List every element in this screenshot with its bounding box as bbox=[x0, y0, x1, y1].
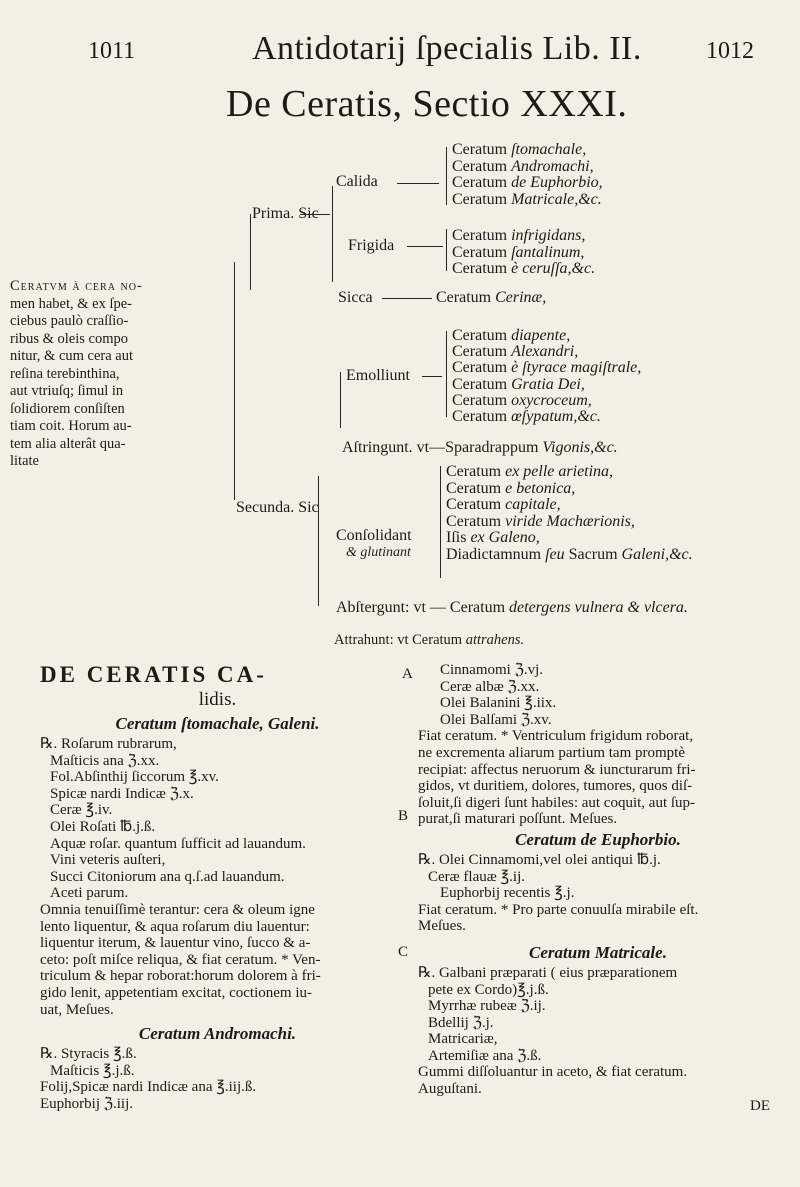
margin-letter-b: B bbox=[398, 808, 409, 824]
text-line: Meſues. bbox=[418, 918, 466, 935]
intro-line: reſina terebinthina, bbox=[10, 365, 120, 382]
intro-paragraph bbox=[10, 278, 232, 471]
secunda-label: Secunda. Sic bbox=[236, 499, 319, 516]
tree-item bbox=[452, 360, 641, 376]
tree-item-italic: ex pelle arietina, bbox=[505, 463, 614, 480]
tree-item bbox=[446, 530, 540, 546]
frigida-items-brace bbox=[446, 229, 447, 271]
prima-brace bbox=[250, 214, 251, 290]
text-line: Olei Balanini ℥.iix. bbox=[440, 695, 557, 712]
tree-item-prefix: Ceratum bbox=[446, 496, 506, 514]
text-line: Cinnamomi ℨ.vj. bbox=[440, 662, 543, 678]
page-number-left: 1011 bbox=[88, 38, 136, 64]
text-line: uat, Meſues. bbox=[40, 1001, 114, 1018]
tree-item-prefix: Ceratum bbox=[452, 359, 512, 377]
attrahunt-line: Attrahunt: vt Ceratum attrahens. bbox=[334, 632, 525, 648]
emolliunt-items-brace bbox=[446, 331, 447, 417]
tree-item-italic: diapente, bbox=[511, 327, 571, 344]
connector-line bbox=[407, 246, 443, 247]
tree-item bbox=[452, 377, 585, 393]
text-line: Olei Roſati ℔.j.ß. bbox=[50, 818, 156, 835]
chapter-heading-continued: lidis. bbox=[198, 689, 237, 710]
text-line: Artemiſiæ ana ℨ.ß. bbox=[428, 1047, 542, 1064]
text-line: Auguſtani. bbox=[418, 1081, 482, 1098]
tree-item bbox=[446, 547, 693, 563]
intro-line: ciebus paulò craſſio- bbox=[10, 313, 129, 329]
recipe-body bbox=[40, 1046, 395, 1112]
tree-item-italic: viride Machærionis, bbox=[505, 512, 635, 530]
tree-item-prefix: Ceratum bbox=[446, 512, 506, 530]
recipe-title-euphorbio: Ceratum de Euphorbio. bbox=[515, 829, 681, 849]
intro-line: aut vtriuſq; ſimul in bbox=[10, 383, 124, 399]
intro-line: ſolidiorem conſiſten bbox=[10, 400, 125, 417]
text-line: Bdellij ℨ.j. bbox=[428, 1014, 494, 1031]
text-line: Aceti parum. bbox=[50, 885, 129, 902]
tree-item-prefix: Ceratum bbox=[452, 227, 512, 244]
tree-item bbox=[446, 514, 635, 530]
tree-item-italic: Matricale,&c. bbox=[511, 190, 602, 208]
text-line: Vini veteris auſteri, bbox=[50, 852, 166, 869]
text-line: Fiat ceratum. * Pro parte conuulſa mirabile eſt. bbox=[418, 901, 699, 918]
tree-item-italic: è ceruſſa,&c. bbox=[511, 260, 596, 277]
tree-item-italic: Alexandri, bbox=[511, 343, 579, 361]
recipe-body bbox=[418, 965, 778, 1098]
text-line: lento liquentur, & aqua roſarum diu lauentur: bbox=[40, 918, 310, 935]
recipe-body bbox=[418, 662, 778, 828]
text-line: pete ex Cordo)℥.j.ß. bbox=[428, 981, 549, 998]
tree-item-text: Sacrum bbox=[564, 546, 622, 563]
text-line: liquentur iterum, & lauentur vino, ſucco & a- bbox=[40, 935, 311, 952]
emolliunt-vertical bbox=[340, 372, 341, 428]
tree-item bbox=[452, 328, 570, 344]
sicca-label: Sicca bbox=[338, 289, 373, 306]
tree-item-italic: œſypatum,&c. bbox=[511, 408, 601, 425]
calida-label: Calida bbox=[336, 173, 378, 190]
tree-item bbox=[446, 464, 613, 480]
text-line: Euphorbij ℨ.iij. bbox=[40, 1095, 133, 1112]
intro-line: nitur, & cum cera aut bbox=[10, 348, 134, 364]
tree-item bbox=[452, 245, 584, 261]
secunda-brace bbox=[318, 476, 319, 606]
tree-item bbox=[452, 192, 602, 208]
tree-item bbox=[446, 481, 575, 497]
text-line: Maſticis ana ℨ.xx. bbox=[50, 752, 160, 769]
tree-item-prefix: Ceratum bbox=[452, 408, 512, 425]
consolidant-label: Conſolidant bbox=[336, 527, 412, 544]
text-line: gidos, vt duritiem, dolores, tumores, quos diſ- bbox=[418, 778, 693, 795]
text-line: ℞. Roſarum rubrarum, bbox=[40, 736, 177, 752]
tree-item-italic: ex Galeno, bbox=[470, 529, 540, 547]
intro-line: tem alia alterât qua- bbox=[10, 435, 126, 452]
text-line: Omnia tenuiſſimè terantur: cera & oleum igne bbox=[40, 901, 315, 918]
text-line: Myrrhæ rubeæ ℨ.ij. bbox=[428, 998, 546, 1015]
tree-item bbox=[446, 497, 561, 513]
astringunt-line: Aſtringunt. vt—Sparadrappum Vigonis,&c. bbox=[342, 439, 618, 456]
tree-item bbox=[452, 175, 603, 191]
calida-brace bbox=[332, 186, 333, 282]
intro-line: men habet, & ex ſpe- bbox=[10, 295, 132, 312]
calida-items-brace bbox=[446, 147, 447, 205]
intro-line: ribus & oleis compo bbox=[10, 330, 129, 347]
page-number-right: 1012 bbox=[706, 38, 754, 64]
intro-line: tiam coit. Horum au- bbox=[10, 418, 132, 434]
text-line: purat,ſi maturari poſſunt. Meſues. bbox=[418, 811, 618, 828]
text-line: Matricariæ, bbox=[428, 1031, 498, 1048]
tree-item bbox=[452, 142, 586, 158]
tree-item-prefix: Ceratum bbox=[452, 243, 512, 261]
connector-line bbox=[397, 183, 439, 184]
text-line: Succi Citoniorum ana q.ſ.ad lauandum. bbox=[50, 868, 285, 885]
connector-line bbox=[300, 214, 330, 215]
tree-item-prefix: Ceratum bbox=[452, 174, 512, 191]
margin-letter-a: A bbox=[402, 666, 413, 682]
consolidant-items-brace bbox=[440, 466, 441, 578]
tree-item-italic: capitale, bbox=[505, 496, 561, 514]
tree-item bbox=[452, 228, 585, 244]
tree-item-prefix: Diadictamnum bbox=[446, 546, 546, 563]
text-line: ſoluit,ſi digeri ſunt habiles: aut coquit, aut ſup- bbox=[418, 794, 696, 811]
tree-item-prefix: Ceratum bbox=[452, 343, 512, 361]
tree-item-prefix: Ceratum bbox=[452, 157, 512, 175]
tree-item-italic: infrigidans, bbox=[511, 227, 586, 244]
tree-item-prefix: Ceratum bbox=[452, 141, 512, 158]
text-line: ℞. Olei Cinnamomi,vel olei antiqui ℔.j. bbox=[418, 851, 661, 868]
text-line: Folij,Spicæ nardi Indicæ ana ℥.iij.ß. bbox=[40, 1079, 257, 1096]
tree-item-italic: e betonica, bbox=[505, 479, 576, 497]
tree-item-prefix: Iſis bbox=[446, 529, 471, 547]
connector-line bbox=[422, 376, 442, 377]
tree-item bbox=[452, 159, 594, 175]
recipe-title-stomachale: Ceratum ſtomachale, Galeni. bbox=[115, 714, 320, 733]
intro-line: Ceratvm à cera no- bbox=[10, 278, 143, 294]
frigida-label: Frigida bbox=[348, 237, 395, 254]
margin-letter-c: C bbox=[398, 944, 409, 960]
tree-item-italic: ſantalinum, bbox=[511, 243, 585, 261]
recipe-title-andromachi: Ceratum Andromachi. bbox=[138, 1024, 297, 1044]
tree-item bbox=[452, 393, 592, 409]
recipe-body bbox=[40, 736, 395, 1018]
text-line: ne excrementa aliarum partium tam promptè bbox=[418, 744, 685, 761]
sicca-item: Ceratum Cerinæ, bbox=[436, 289, 547, 306]
right-column bbox=[418, 662, 778, 1114]
abstergunt-line: Abſtergunt: vt — Ceratum detergens vulnera & vlcera. bbox=[336, 599, 688, 616]
running-title: Antidotarij ſpecialis Lib. II. bbox=[252, 30, 642, 67]
text-line: ceto: poſt miſce reliqua, & fiat ceratum. * Ven- bbox=[40, 951, 321, 968]
tree-item-prefix: Ceratum bbox=[452, 327, 512, 344]
text-line: Gummi diſſoluantur in aceto, & fiat ceratum. bbox=[418, 1064, 688, 1081]
left-column bbox=[40, 662, 395, 1112]
tree-item-italic: Gratia Dei, bbox=[511, 375, 585, 393]
tree-item-italic: è ſtyrace magiſtrale, bbox=[511, 359, 642, 377]
text-line: Euphorbij recentis ℥.j. bbox=[440, 885, 575, 902]
text-line: Spicæ nardi Indicæ ℨ.x. bbox=[50, 785, 194, 802]
tree-item-prefix: Ceratum bbox=[446, 479, 506, 497]
text-line: ℞. Styracis ℥.ß. bbox=[40, 1046, 137, 1063]
text-line: ℞. Galbani præparati ( eius præparationem bbox=[418, 964, 678, 981]
text-line: gido lenit, appetentiam excitat, coctionem iu- bbox=[40, 984, 312, 1001]
text-line: recipiat: affectus neruorum & iuncturarum fri- bbox=[418, 761, 696, 778]
tree-item bbox=[452, 344, 578, 360]
text-line: Ceræ flauæ ℥.ij. bbox=[428, 868, 525, 885]
recipe-body bbox=[418, 852, 778, 935]
tree-item-prefix: Ceratum bbox=[446, 463, 506, 480]
tree-item-italic: ſeu bbox=[545, 546, 565, 563]
tree-item-italic: de Euphorbio, bbox=[511, 174, 603, 191]
tree-item-italic: ſtomachale, bbox=[511, 141, 587, 158]
tree-item bbox=[452, 409, 601, 425]
text-line: Ceræ ℥.iv. bbox=[50, 802, 113, 819]
tree-item-prefix: Ceratum bbox=[452, 375, 512, 393]
text-line: Olei Balſami ℨ.xv. bbox=[440, 711, 552, 728]
catchword: DE bbox=[750, 1097, 770, 1114]
chapter-heading: DE CERATIS CA- bbox=[40, 662, 267, 687]
tree-item-prefix: Ceratum bbox=[452, 260, 512, 277]
prima-label: Prima. Sic bbox=[252, 205, 319, 222]
text-line: triculum & hepar roborat:horum dolorem à fri- bbox=[40, 968, 321, 985]
recipe-title-matricale: Ceratum Matricale. bbox=[529, 942, 667, 962]
intro-line: litate bbox=[10, 453, 39, 469]
text-line: Maſticis ℥.j.ß. bbox=[50, 1062, 135, 1079]
emolliunt-label: Emolliunt bbox=[346, 367, 410, 384]
text-line: Fol.Abſinthij ſiccorum ℥.xv. bbox=[50, 769, 219, 786]
tree-item-italic: Galeni,&c. bbox=[621, 546, 693, 563]
section-title: De Ceratis, Sectio XXXI. bbox=[226, 83, 628, 125]
text-line: Ceræ albæ ℨ.xx. bbox=[440, 678, 540, 695]
connector-line bbox=[382, 298, 432, 299]
tree-item-italic: Andromachi, bbox=[511, 157, 594, 175]
text-line: Fiat ceratum. * Ventriculum frigidum roborat, bbox=[418, 728, 694, 745]
tree-item-italic: oxycroceum, bbox=[511, 391, 592, 409]
glutinant-label: & glutinant bbox=[346, 545, 411, 560]
tree-item-prefix: Ceratum bbox=[452, 391, 512, 409]
tree-item-prefix: Ceratum bbox=[452, 190, 512, 208]
main-brace bbox=[234, 262, 235, 500]
text-line: Aquæ roſar. quantum ſufficit ad lauandum. bbox=[50, 835, 306, 852]
tree-item bbox=[452, 261, 595, 277]
